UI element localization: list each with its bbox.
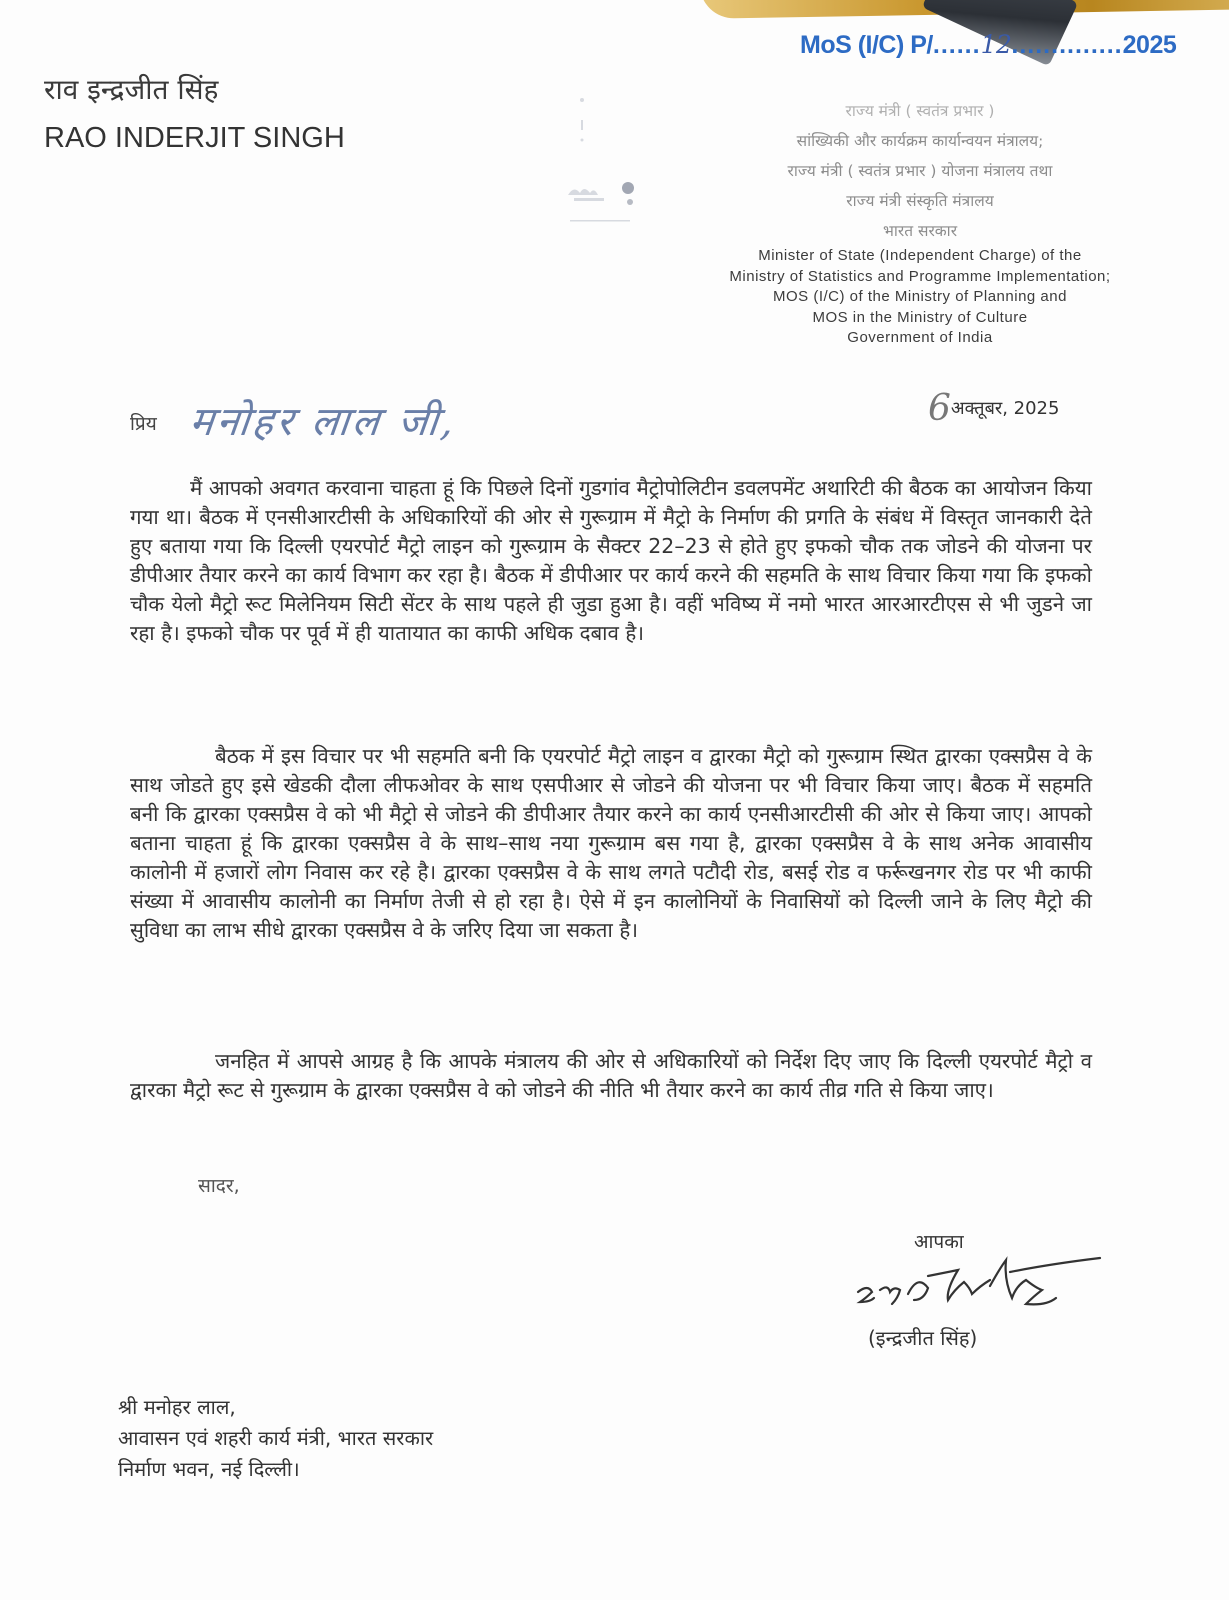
office-designation-hindi (740, 96, 1100, 246)
office-line: राज्य मंत्री संस्कृति मंत्रालय (846, 192, 994, 210)
body-paragraph-1 (130, 474, 1092, 648)
signer-name: (इन्द्रजीत सिंह) (868, 1326, 978, 1350)
reference-dots: .............. (1011, 31, 1123, 59)
yours-sincerely: आपका (914, 1231, 964, 1253)
office-line: सांख्यिकी और कार्यक्रम कार्यान्वयन मंत्रालय; (796, 132, 1044, 150)
reference-number (800, 30, 1176, 60)
office-line: Minister of State (Independent Charge) of the (758, 247, 1082, 264)
sender-name-english: RAO INDERJIT SINGH (44, 122, 345, 154)
recipient-name: श्री मनोहर लाल, (118, 1395, 236, 1419)
paragraph-text: मैं आपको अवगत करवाना चाहता हूं कि पिछले दिनों गुडगांव मैट्रोपोलिटीन डवलपमेंट अथारिटी की बैठक का आयोजन किया गया था। बैठक में एनसीआरटीसी के अधिकारियों की ओर से गुरूग्राम में मैट्रो के निर्माण की प्रगति के संबंध में विस्तृत जानकारी देते हुए बताया गया कि दिल्ली एयरपोर्ट मैट्रो लाइन को गुरूग्राम के सैक्टर 22–23 से होते हुए इफको चौक तक जोडने की योजना पर डीपीआर तैयार करने का कार्य विभाग कर रहा है। बैठक में डीपीआर पर कार्य करने की सहमति के साथ विचार किया गया कि इफको चौक येलो मैट्रो रूट मिलेनियम सिटी सेंटर के साथ पहले ही जुडा हुआ है। वहीं भविष्य में नमो भारत आरआरटीएस से भी जुडने जा रहा है। इफको चौक पर पूर्व में ही यातायात का काफी अधिक दबाव है। (130, 476, 1092, 645)
closing-regards: सादर, (198, 1175, 240, 1197)
office-line: MOS in the Ministry of Culture (812, 308, 1028, 326)
state-emblem-icon (560, 80, 650, 240)
date-month-year: अक्तूबर, 2025 (950, 398, 1060, 419)
body-paragraph-3 (130, 1047, 1092, 1105)
paragraph-text: बैठक में इस विचार पर भी सहमति बनी कि एयरपोर्ट मैट्रो लाइन व द्वारका मैट्रो को गुरूग्राम स्थित द्वारका एक्सप्रैस वे के साथ जोडते हुए इसे खेडकी दौला लीफओवर के साथ एसपीआर से जोडने की योजना पर भी विचार किया जाए। बैठक में सहमति बनी कि द्वारका एक्सप्रैस वे को भी मैट्रो से जोडने की डीपीआर तैयार करने का कार्य एनसीआरटीसी की ओर से किया जाए। आपको बताना चाहता हूं कि द्वारका एक्सप्रैस वे के साथ–साथ नया गुरूग्राम बस गया है, द्वारका एक्सप्रैस वे के साथ अनेक आवासीय कालोनी में हजारों लोग निवास कर रहे है। द्वारका एक्सप्रैस वे के साथ लगते पटौदी रोड, बसई रोड व फर्रूखनगर रोड पर भी काफी संख्या में आवासीय कालोनी का निर्माण तेजी से हो रहा है। ऐसे में इन कालोनियों के निवासियों को दिल्ली जाने के लिए मैट्रो की सुविधा का लाभ सीधे द्वारका एक्सप्रैस वे के जरिए दिया जा सकता है। (130, 744, 1092, 942)
office-line: राज्य मंत्री ( स्वतंत्र प्रभार ) (845, 102, 995, 120)
signature-icon (850, 1254, 1110, 1314)
recipient-address (118, 1392, 433, 1485)
reference-prefix: MoS (I/C) P/ (800, 31, 933, 59)
recipient-designation: आवासन एवं शहरी कार्य मंत्री, भारत सरकार (118, 1426, 434, 1450)
recipient-office: निर्माण भवन, नई दिल्ली। (118, 1457, 300, 1481)
paragraph-text: जनहित में आपसे आग्रह है कि आपके मंत्रालय की ओर से अधिकारियों को निर्देश दिए जाए कि दिल्ली एयरपोर्ट मैट्रो व द्वारका मैट्रो रूट से गुरूग्राम के द्वारका एक्सप्रैस वे को जोडने की नीति भी तैयार करने का कार्य तीव्र गति से किया जाए। (130, 1049, 1092, 1102)
office-line: Government of India (847, 329, 993, 346)
office-line: राज्य मंत्री ( स्वतंत्र प्रभार ) योजना मंत्रालय तथा (787, 162, 1053, 180)
body-paragraph-2 (130, 742, 1092, 945)
salutation-printed: प्रिय (130, 413, 157, 435)
reference-year: 2025 (1122, 31, 1177, 59)
date-day-handwritten: 6 (928, 388, 951, 429)
reference-dots: ...... (932, 31, 981, 59)
sender-name-hindi: राव इन्द्रजीत सिंह (44, 73, 219, 106)
salutation-handwritten: मनोहर लाल जी, (187, 399, 460, 445)
office-designation-english (690, 246, 1150, 349)
office-line: MOS (I/C) of the Ministry of Planning and (773, 288, 1067, 305)
office-line: Ministry of Statistics and Programme Implementation; (729, 267, 1111, 285)
letter-date (928, 388, 1059, 429)
reference-handwritten-number: 12 (980, 30, 1012, 59)
office-line: भारत सरकार (882, 222, 958, 240)
